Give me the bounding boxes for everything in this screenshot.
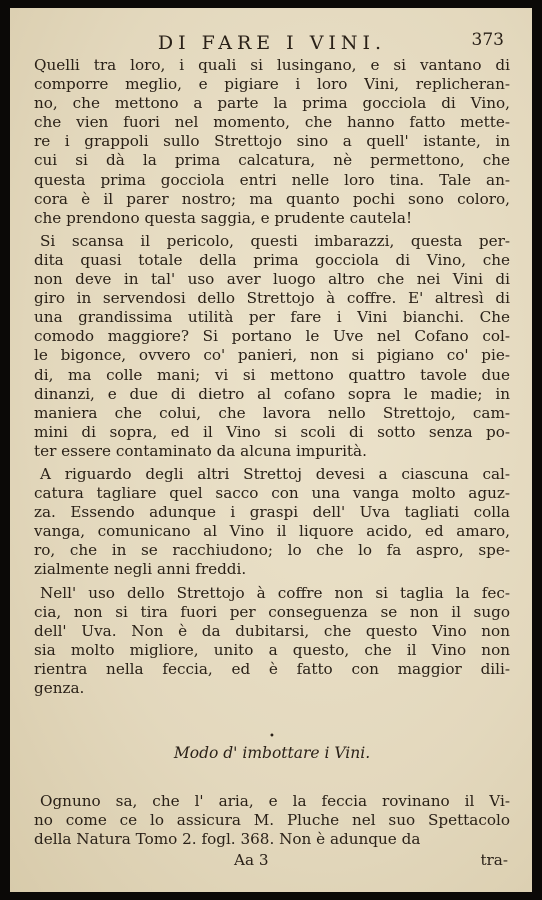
text-line: una grandissima utilità per fare i Vini bianchi. Che [34, 308, 510, 327]
ornament-dot: • [269, 731, 275, 743]
book-page [10, 8, 532, 892]
page-header [34, 28, 510, 54]
text-line: dinanzi, e due di dietro al cofano sopra le madie; in [34, 384, 510, 403]
text-line: giro in servendosi dello Strettojo à coffre. E' altresì di [34, 289, 510, 308]
text-line: ro, che in se racchiudono; lo che lo fa aspro, spe- [34, 541, 510, 560]
paragraph [34, 465, 510, 580]
page-number: 373 [471, 30, 504, 50]
text-line: Si scansa il pericolo, questi imbarazzi, questa per- [40, 231, 510, 250]
text-line: zialmente negli anni freddi. [34, 560, 247, 579]
paragraph [34, 56, 510, 228]
section-heading [34, 731, 510, 763]
text-line: no, che mettono a parte la prima gocciola di Vino, [34, 94, 510, 113]
signature-mark: Aa 3 [234, 851, 269, 870]
text-line: genza. [34, 679, 85, 697]
text-line: che vien fuori nel momento, che hanno fatto mette- [34, 113, 510, 132]
text-line: comporre meglio, e pigiare i loro Vini, replicheran- [34, 75, 510, 94]
text-line: mini di sopra, ed il Vino si scoli di sotto senza po- [34, 422, 510, 441]
body-text [34, 56, 510, 698]
text-line: no come ce lo assicura M. Pluche nel suo Spettacolo [34, 811, 510, 830]
text-line: cia, non si tira fuori per conseguenza se non il sugo [34, 602, 510, 621]
text-line: maniera che colui, che lavora nello Strettojo, cam- [34, 403, 510, 422]
text-line: za. Essendo adunque i graspi dell' Uva tagliati colla [34, 503, 510, 522]
text-line: Ognuno sa, che l' aria, e la feccia rovinano il Vi- [40, 792, 510, 811]
catchword: tra- [480, 851, 508, 870]
text-line: questa prima gocciola entri nelle loro tina. Tale an- [34, 170, 510, 189]
text-line: le bigonce, ovvero co' panieri, non si pigiano co' pie- [34, 346, 510, 365]
running-head: DI FARE I VINI. [157, 32, 387, 54]
text-line: vanga, comunicano al Vino il liquore acido, ed amaro, [34, 522, 510, 541]
text-line: cui si dà la prima calcatura, nè permettono, che [34, 151, 510, 170]
text-line: Quelli tra loro, i quali si lusingano, e si vantano di [34, 56, 510, 74]
text-line: re i grappoli sullo Strettojo sino a quell' istante, in [34, 132, 510, 151]
text-line: rientra nella feccia, ed è fatto con maggior dili- [34, 659, 510, 678]
text-line: sia molto migliore, unito a questo, che il Vino non [34, 640, 510, 659]
page-footer [34, 851, 510, 869]
text-line: dell' Uva. Non è da dubitarsi, che questo Vino non [34, 621, 510, 640]
text-line: dita quasi totale della prima gocciola di Vino, che [34, 250, 510, 269]
text-line: che prendono questa saggia, e prudente cautela! [34, 208, 413, 227]
text-line: Nell' uso dello Strettojo à coffre non si taglia la fec- [40, 583, 510, 602]
paragraph [34, 232, 510, 461]
paragraph [34, 584, 510, 699]
section-heading-text: Modo d' imbottare i Vini. [173, 744, 371, 763]
text-line: catura tagliare quel sacco con una vanga molto aguz- [34, 484, 510, 503]
text-line: non deve in tal' uso aver luogo altro che nei Vini di [34, 270, 510, 289]
text-line: di, ma colle mani; vi si mettono quattro tavole due [34, 365, 510, 384]
text-line: della Natura Tomo 2. fogl. 368. Non è adunque da [34, 830, 421, 849]
final-paragraph [34, 792, 510, 849]
text-line: comodo maggiore? Si portano le Uve nel Cofano col- [34, 327, 510, 346]
text-line: A riguardo degli altri Strettoj devesi a ciascuna cal- [40, 464, 510, 483]
text-line: cora è il parer nostro; ma quanto pochi sono coloro, [34, 189, 510, 208]
text-line: ter essere contaminato da alcuna impurità. [34, 441, 367, 460]
